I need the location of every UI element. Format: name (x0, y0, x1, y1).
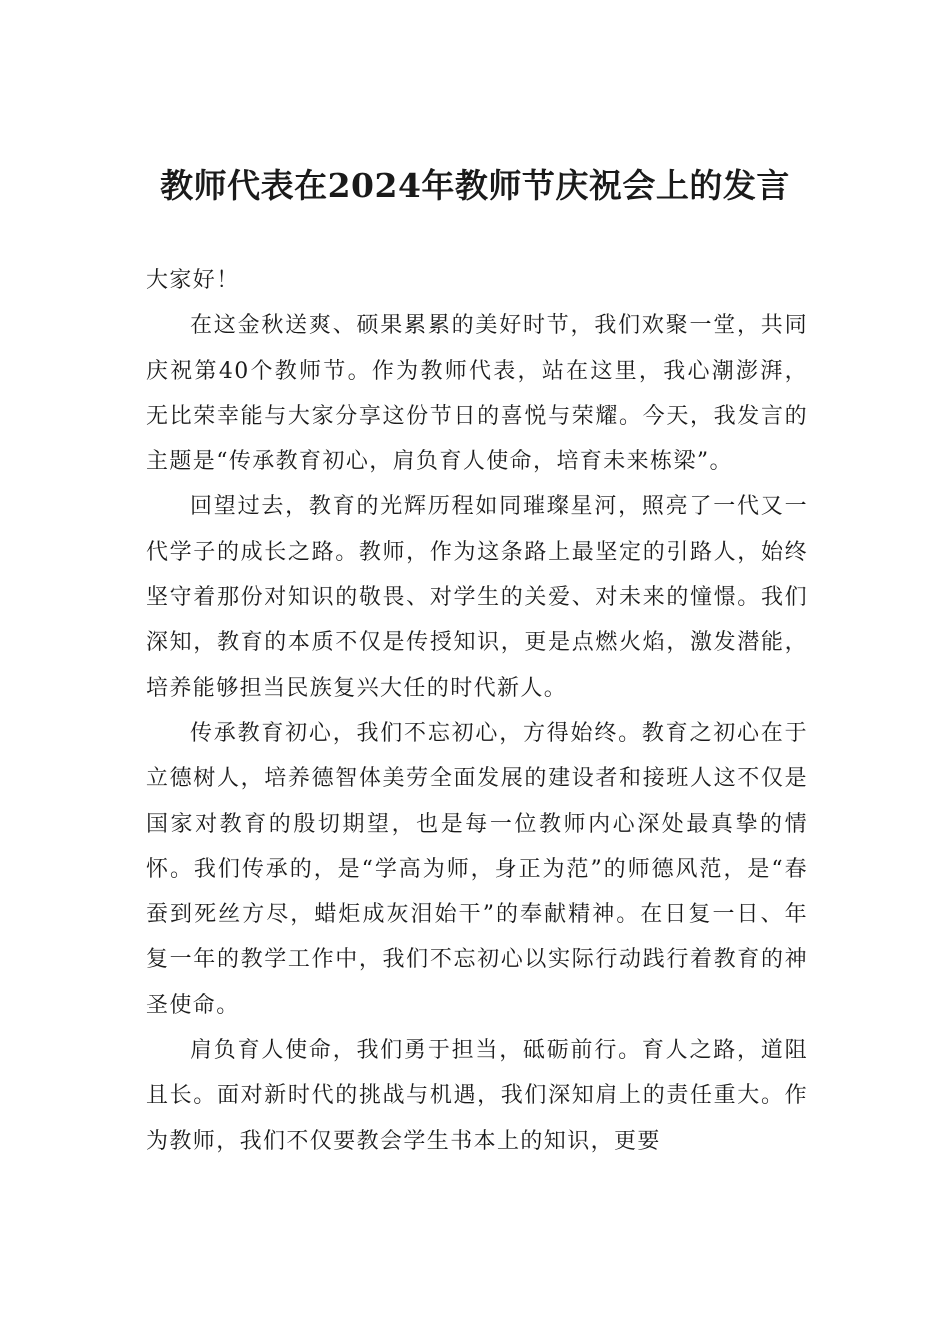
paragraph-3: 传承教育初心，我们不忘初心，方得始终。教育之初心在于立德树人，培养德智体美劳全面发展的建设者和接班人这不仅是国家对教育的殷切期望，也是每一位教师内心深处最真挚的情怀。我们传承的，是“学高为师，身正为范”的师德风范，是“春蚕到死丝方尽，蜡炬成灰泪始干”的奉献精神。在日复一日、年复一年的教学工作中，我们不忘初心以实际行动践行着教育的神圣使命。 (146, 720, 808, 1018)
paragraph-1: 在这金秋送爽、硕果累累的美好时节，我们欢聚一堂，共同庆祝第40个教师节。作为教师代表，站在这里，我心潮澎湃，无比荣幸能与大家分享这份节日的喜悦与荣耀。今天，我发言的主题是“传承教育初心，肩负育人使命，培育未来栋梁”。 (146, 313, 808, 475)
document-body (146, 258, 808, 1164)
salutation: 大家好！ (146, 268, 240, 293)
paragraph-2: 回望过去，教育的光辉历程如同璀璨星河，照亮了一代又一代学子的成长之路。教师，作为这条路上最坚定的引路人，始终坚守着那份对知识的敬畏、对学生的关爱、对未来的憧憬。我们深知，教育的本质不仅是传授知识，更是点燃火焰，激发潜能，培养能够担当民族复兴大任的时代新人。 (146, 494, 808, 701)
document-title: 教师代表在2024年教师节庆祝会上的发言 (160, 166, 790, 205)
paragraph-4: 肩负育人使命，我们勇于担当，砥砺前行。育人之路，道阻且长。面对新时代的挑战与机遇，我们深知肩上的责任重大。作为教师，我们不仅要教会学生书本上的知识，更要 (146, 1038, 808, 1154)
